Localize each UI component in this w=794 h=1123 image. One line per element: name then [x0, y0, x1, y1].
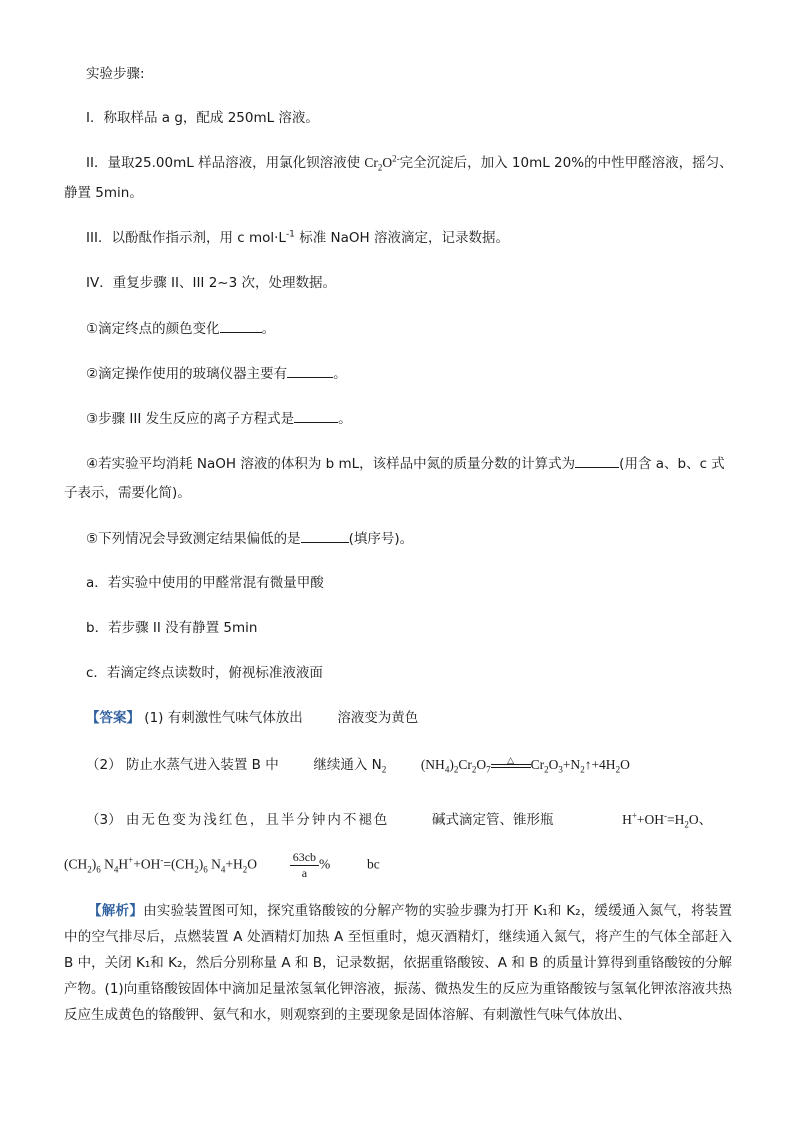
decomposition-equation: $(NH_4)_2Cr_2O_7$ △ $Cr_2O_3+N_2↑+4H_2O$	[420, 754, 630, 775]
option-b: b．若步骤 II 没有静置 5min	[86, 620, 258, 636]
answer-blank	[287, 363, 333, 378]
answer-blank	[220, 318, 262, 333]
step-2-line1: II．量取25.00mL 样品溶液，用氯化钡溶液使 $Cr_2O^{2-}$完全沉淀后，加入 10mL 20%的中性甲醛溶液，摇匀、	[86, 153, 733, 173]
answer-blank	[575, 453, 619, 468]
answer-tag: 【答案】	[86, 710, 140, 726]
step-1: I．称取样品 a g，配成 250mL 溶液。	[86, 110, 319, 126]
dichromate-ion: $Cr_2O^{2-}$	[364, 153, 400, 173]
analysis-tag: 【解析】	[88, 903, 144, 919]
question-2: ②滴定操作使用的玻璃仪器主要有 。	[86, 363, 347, 384]
answer-blank	[294, 408, 338, 423]
question-4-line2: 子表示，需要化简)。	[64, 485, 191, 501]
question-4-line1: ④若实验平均消耗 NaOH 溶液的体积为 b mL，该样品中氮的质量分数的计算式为 (用含 a、b、c 式	[86, 453, 725, 474]
mass-fraction: $\frac{63cb}{a}$	[290, 850, 319, 881]
question-3: ③步骤 III 发生反应的离子方程式是 。	[86, 408, 352, 429]
step-4: IV．重复步骤 II、III 2~3 次，处理数据。	[86, 275, 336, 291]
answer-line-3: （3） 由无色变为浅红色，且半分钟内不褪色 碱式滴定管、锥形瓶 $H^++OH^-=H_2O$、	[86, 810, 713, 830]
answer-line-1: 【答案】 (1) 有刺激性气味气体放出 溶液变为黄色	[86, 710, 419, 726]
steps-title: 实验步骤:	[86, 66, 145, 82]
step-3: III．以酚酞作指示剂，用 c $mol\cdot L^{-1}$ 标准 NaOH 溶液滴定，记录数据。	[86, 229, 509, 246]
question-1: ①滴定终点的颜色变化 。	[86, 318, 275, 339]
answer-line-4: $(CH_2)_6$ $N_4H^++OH^-=(CH_2)_6$ $N_4+H_2O$ $\frac{63cb}{a}$ % bc	[64, 850, 380, 880]
answer-blank	[301, 528, 349, 543]
analysis-paragraph: 【解析】由实验装置图可知，探究重铬酸铵的分解产物的实验步骤为打开 K₁和 K₂，缓缓通入氮气，将装置中的空气排尽后，点燃装置 A 处酒精灯加热 A 至恒重时，熄灭酒精灯，继续通入氮气，将产生的气体全部赶入 B 中，关闭 K₁和 K₂，然后分别称量 A 和 B，记录数据，依据重铬酸铵、A 和 B 的质量计算得到重铬酸铵的分解产物。(1)向重铬酸铵固体中滴加足量浓氢氧化钾溶液，振荡、微热发生的反应为重铬酸铵与氢氧化钾浓溶液共热反应生成黄色的铬酸钾、氨气和水，则观察到的主要现象是固体溶解、有刺激性气味气体放出、	[64, 903, 732, 1023]
question-5: ⑤下列情况会导致测定结果偏低的是 (填序号)。	[86, 528, 413, 549]
option-c: c．若滴定终点读数时，俯视标准液液面	[86, 665, 323, 681]
option-a: a．若实验中使用的甲醛常混有微量甲酸	[86, 575, 324, 591]
answer-line-2: （2） 防止水蒸气进入装置 B 中 继续通入 $N_2$ $(NH_4)_2Cr_2O_7$ △ $Cr_2O_3+N_2↑+4H_2O$	[86, 754, 630, 775]
step-2-line2: 静置 5min。	[64, 185, 143, 201]
